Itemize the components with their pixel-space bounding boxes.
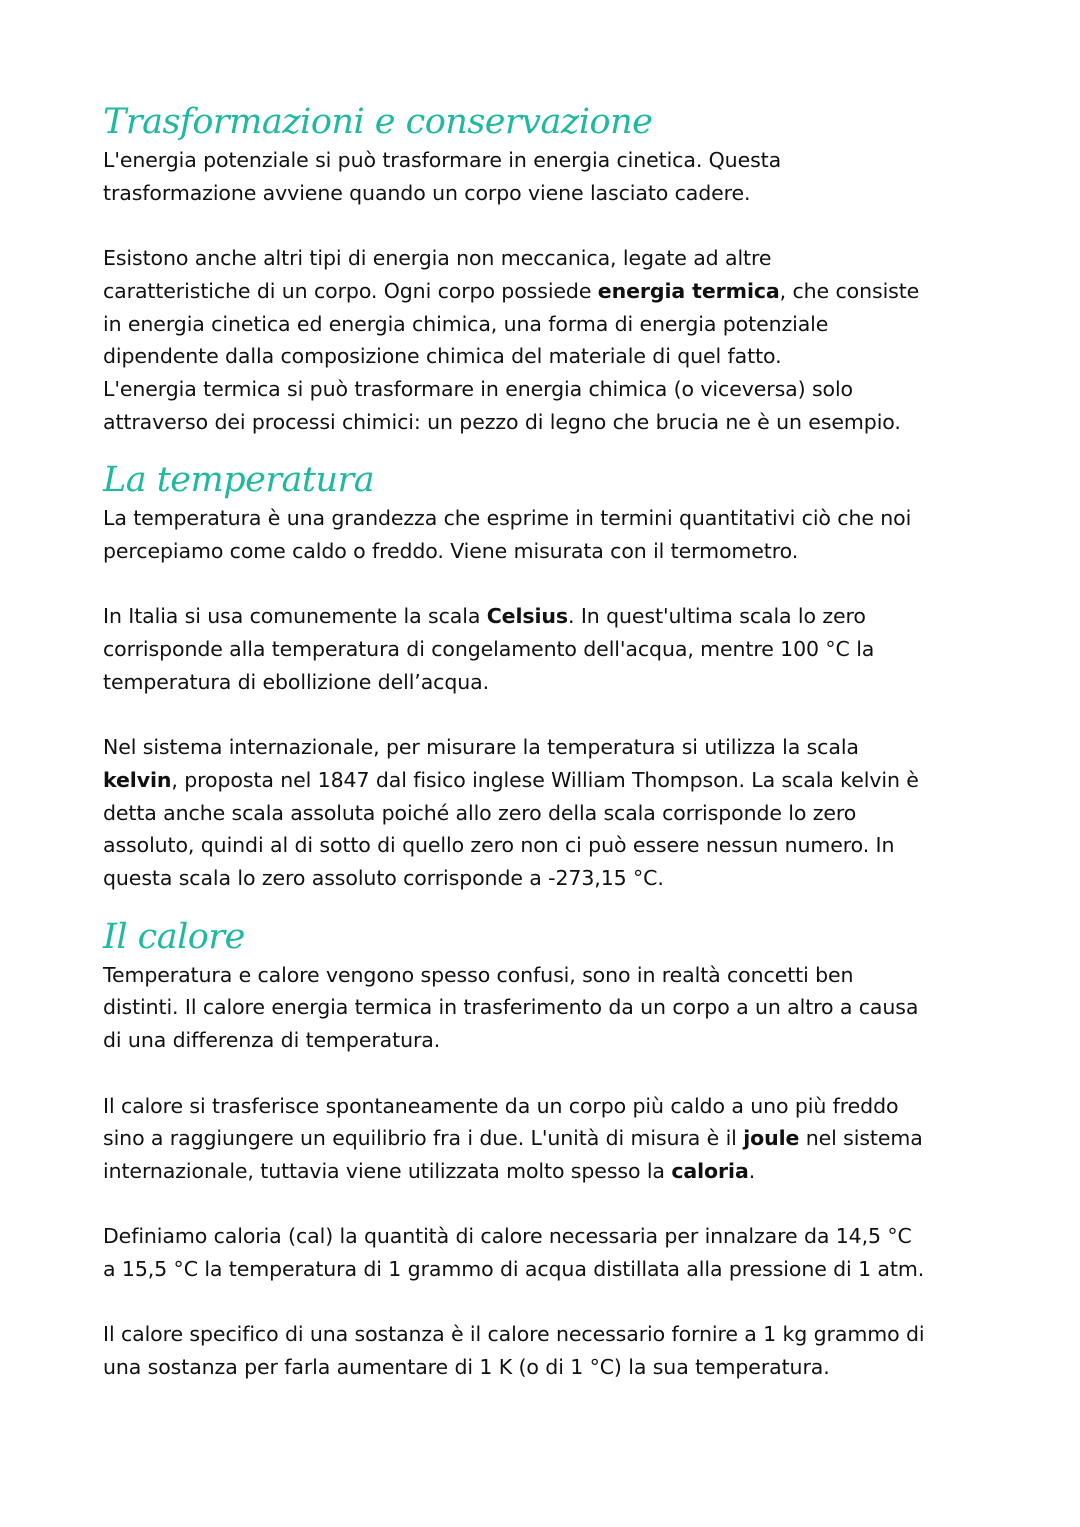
- text-line: corrisponde alla temperatura di congelamento dell'acqua, mentre 100 °C la: [103, 637, 875, 662]
- paragraph: [103, 242, 983, 438]
- text-line: una sostanza per farla aumentare di 1 K (o di 1 °C) la sua temperatura.: [103, 1355, 830, 1380]
- paragraph: [103, 1318, 983, 1383]
- text-line: In Italia si usa comunemente la scala Celsius. In quest'ultima scala lo zero: [103, 604, 866, 629]
- text-line: trasformazione avviene quando un corpo viene lasciato cadere.: [103, 180, 751, 205]
- section-temperatura: [103, 458, 983, 894]
- text-line: di una differenza di temperatura.: [103, 1028, 441, 1053]
- paragraph: [103, 600, 983, 698]
- bold-term: energia termica: [597, 278, 780, 303]
- text-line: questa scala lo zero assoluto corrisponde a -273,15 °C.: [103, 866, 664, 891]
- section-calore: [103, 915, 983, 1384]
- text-line: temperatura di ebollizione dell’acqua.: [103, 669, 490, 694]
- text-line: L'energia potenziale si può trasformare in energia cinetica. Questa: [103, 148, 782, 172]
- bold-term: joule: [743, 1126, 800, 1151]
- text-line: in energia cinetica ed energia chimica, una forma di energia potenziale: [103, 311, 829, 336]
- text-line: internazionale, tuttavia viene utilizzata molto spesso la caloria.: [103, 1158, 756, 1183]
- text-line: Temperatura e calore vengono spesso confusi, sono in realtà concetti ben: [103, 962, 854, 987]
- paragraph: [103, 1220, 983, 1285]
- bold-term: Celsius: [486, 604, 569, 629]
- text-line: Nel sistema internazionale, per misurare la temperatura si utilizza la scala: [103, 735, 859, 760]
- text-line: Il calore si trasferisce spontaneamente da un corpo più caldo a uno più freddo: [103, 1093, 899, 1118]
- text-line: percepiamo come caldo o freddo. Viene misurata con il termometro.: [103, 539, 799, 564]
- paragraph: [103, 1090, 983, 1188]
- text-line: Definiamo caloria (cal) la quantità di calore necessaria per innalzare da 14,5 °C: [103, 1224, 912, 1249]
- text-line: L'energia termica si può trasformare in energia chimica (o viceversa) solo: [103, 376, 853, 401]
- paragraph: [103, 959, 983, 1057]
- text-line: kelvin, proposta nel 1847 dal fisico inglese William Thompson. La scala kelvin è: [103, 767, 919, 792]
- text-line: La temperatura è una grandezza che esprime in termini quantitativi ciò che noi: [103, 506, 912, 531]
- paragraph: [103, 731, 983, 895]
- section-trasformazioni: [103, 100, 983, 438]
- section-heading: Il calore: [103, 916, 245, 957]
- text-line: dipendente dalla composizione chimica del materiale di quel fatto.: [103, 344, 782, 369]
- bold-term: kelvin: [103, 767, 172, 792]
- text-line: attraverso dei processi chimici: un pezzo di legno che brucia ne è un esempio.: [103, 409, 901, 434]
- text-line: sino a raggiungere un equilibrio fra i due. L'unità di misura è il joule nel sistema: [103, 1126, 923, 1151]
- text-line: a 15,5 °C la temperatura di 1 grammo di acqua distillata alla pressione di 1 atm.: [103, 1257, 925, 1282]
- text-line: detta anche scala assoluta poiché allo zero della scala corrisponde lo zero: [103, 800, 857, 825]
- paragraph: [103, 502, 983, 567]
- bold-term: caloria: [671, 1158, 749, 1183]
- text-line: caratteristiche di un corpo. Ogni corpo possiede energia termica, che consiste: [103, 278, 920, 303]
- text-line: Il calore specifico di una sostanza è il calore necessario fornire a 1 kg grammo di: [103, 1322, 925, 1347]
- text-line: assoluto, quindi al di sotto di quello zero non ci può essere nessun numero. In: [103, 833, 895, 858]
- section-heading: La temperatura: [103, 460, 375, 501]
- section-heading: Trasformazioni e conservazione: [103, 102, 653, 142]
- text-line: Esistono anche altri tipi di energia non meccanica, legate ad altre: [103, 246, 772, 271]
- document-page: [103, 100, 983, 1404]
- paragraph: [103, 144, 983, 209]
- text-line: distinti. Il calore energia termica in trasferimento da un corpo a un altro a causa: [103, 995, 919, 1020]
